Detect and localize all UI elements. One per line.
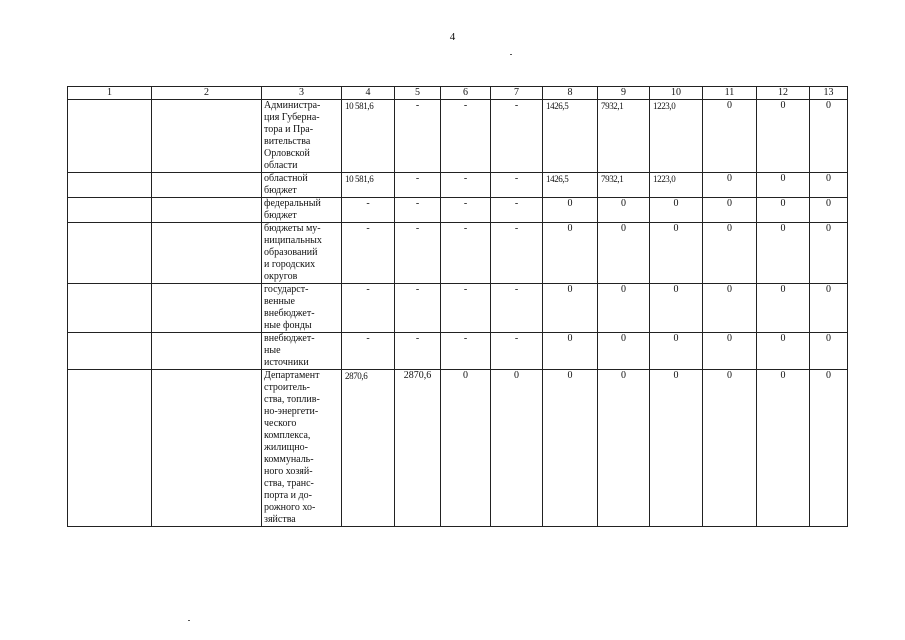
row-label-line: Орловской: [264, 148, 310, 159]
value-cell: 0: [441, 370, 491, 527]
empty-cell: [68, 100, 152, 173]
header-cell: 5: [395, 87, 441, 100]
row-label-line: вительства: [264, 136, 311, 147]
value-cell: -: [342, 284, 395, 333]
value-cell: 0: [598, 223, 650, 284]
row-label-line: венные: [264, 296, 295, 307]
value-cell: -: [441, 100, 491, 173]
row-label-line: внебюджет-: [264, 308, 315, 319]
value-cell: -: [395, 173, 441, 198]
row-label-line: ные: [264, 345, 281, 356]
row-label-line: строитель-: [264, 382, 310, 393]
row-label-line: бюджеты му-: [264, 223, 321, 234]
value-cell: 0: [810, 100, 848, 173]
page-number: 4: [449, 31, 456, 43]
header-cell: 11: [703, 87, 757, 100]
row-label-line: порта и до-: [264, 490, 312, 501]
value-cell: -: [441, 198, 491, 223]
empty-cell: [152, 223, 262, 284]
empty-cell: [152, 284, 262, 333]
value-cell: 0: [757, 223, 810, 284]
value-cell: 0: [703, 333, 757, 370]
table-row: [68, 198, 848, 223]
value-cell: 0: [703, 100, 757, 173]
value-cell: -: [491, 173, 543, 198]
value-cell: -: [441, 284, 491, 333]
value-cell: 0: [598, 370, 650, 527]
value-cell: -: [441, 333, 491, 370]
value-cell: 0: [650, 198, 703, 223]
budget-table: [67, 86, 848, 527]
row-label-line: ческого: [264, 418, 297, 429]
value-cell: 0: [757, 173, 810, 198]
header-cell: 4: [342, 87, 395, 100]
header-cell: 12: [757, 87, 810, 100]
header-cell: 7: [491, 87, 543, 100]
row-label-line: жилищно-: [264, 442, 308, 453]
empty-cell: [68, 173, 152, 198]
value-cell: 0: [598, 284, 650, 333]
value-cell: -: [491, 333, 543, 370]
table-row: [68, 100, 848, 173]
value-cell: 7932,1: [598, 100, 650, 173]
value-cell: -: [395, 284, 441, 333]
value-cell: -: [491, 284, 543, 333]
header-row: [68, 87, 848, 100]
value-cell: 0: [543, 370, 598, 527]
row-label-line: федеральный: [264, 198, 321, 209]
row-label-line: но-энергети-: [264, 406, 319, 417]
value-cell: -: [491, 223, 543, 284]
value-cell: -: [491, 198, 543, 223]
value-cell: 0: [491, 370, 543, 527]
empty-cell: [152, 173, 262, 198]
row-label-line: ные фонды: [264, 320, 312, 331]
empty-cell: [68, 333, 152, 370]
value-cell: 0: [543, 333, 598, 370]
value-cell: -: [395, 333, 441, 370]
row-label: [262, 223, 342, 284]
row-label: [262, 333, 342, 370]
value-cell: 2870,6: [342, 370, 395, 527]
value-cell: 0: [543, 284, 598, 333]
row-label-line: ниципальных: [264, 235, 322, 246]
value-cell: 1426,5: [543, 173, 598, 198]
empty-cell: [68, 223, 152, 284]
value-cell: 0: [810, 284, 848, 333]
row-label-line: государст-: [264, 284, 309, 295]
value-cell: 0: [810, 173, 848, 198]
value-cell: 1426,5: [543, 100, 598, 173]
row-label-line: комплекса,: [264, 430, 311, 441]
row-label-line: области: [264, 160, 298, 171]
value-cell: 0: [757, 284, 810, 333]
row-label-line: ция Губерна-: [264, 112, 320, 123]
row-label-line: тора и Пра-: [264, 124, 314, 135]
value-cell: 0: [703, 173, 757, 198]
value-cell: 2870,6: [395, 370, 441, 527]
value-cell: 0: [598, 333, 650, 370]
value-cell: 0: [757, 370, 810, 527]
row-label: [262, 100, 342, 173]
value-cell: 0: [810, 198, 848, 223]
value-cell: 0: [598, 198, 650, 223]
row-label-line: и городских: [264, 259, 316, 270]
row-label: [262, 173, 342, 198]
empty-cell: [152, 333, 262, 370]
table-row: [68, 370, 848, 527]
row-label-line: ного хозяй-: [264, 466, 313, 477]
row-label-line: ства, транс-: [264, 478, 314, 489]
empty-cell: [152, 100, 262, 173]
value-cell: 7932,1: [598, 173, 650, 198]
value-cell: -: [491, 100, 543, 173]
row-label-line: коммуналь-: [264, 454, 314, 465]
scan-speck: [188, 620, 190, 621]
row-label-line: Администра-: [264, 100, 321, 111]
header-cell: 1: [68, 87, 152, 100]
value-cell: -: [395, 223, 441, 284]
value-cell: 0: [810, 370, 848, 527]
value-cell: 0: [810, 223, 848, 284]
header-cell: 3: [262, 87, 342, 100]
value-cell: 0: [757, 100, 810, 173]
value-cell: 0: [650, 223, 703, 284]
value-cell: 10 581,6: [342, 100, 395, 173]
row-label-line: зяйства: [264, 514, 296, 525]
row-label-line: областной: [264, 173, 308, 184]
header-cell: 2: [152, 87, 262, 100]
header-cell: 13: [810, 87, 848, 100]
value-cell: 0: [543, 223, 598, 284]
row-label-line: ства, топлив-: [264, 394, 320, 405]
header-cell: 8: [543, 87, 598, 100]
row-label-line: источники: [264, 357, 309, 368]
value-cell: 0: [650, 284, 703, 333]
value-cell: 10 581,6: [342, 173, 395, 198]
value-cell: 0: [543, 198, 598, 223]
header-cell: 9: [598, 87, 650, 100]
empty-cell: [68, 370, 152, 527]
value-cell: 0: [650, 370, 703, 527]
value-cell: 0: [703, 223, 757, 284]
row-label-line: округов: [264, 271, 298, 282]
table-row: [68, 223, 848, 284]
header-cell: 10: [650, 87, 703, 100]
value-cell: -: [441, 173, 491, 198]
value-cell: 0: [757, 333, 810, 370]
scan-speck: [510, 54, 512, 55]
value-cell: -: [395, 198, 441, 223]
empty-cell: [68, 284, 152, 333]
value-cell: -: [395, 100, 441, 173]
header-cell: 6: [441, 87, 491, 100]
empty-cell: [152, 370, 262, 527]
row-label-line: бюджет: [264, 185, 297, 196]
empty-cell: [68, 198, 152, 223]
row-label-line: бюджет: [264, 210, 297, 221]
row-label-line: образований: [264, 247, 318, 258]
value-cell: 0: [703, 284, 757, 333]
value-cell: -: [441, 223, 491, 284]
row-label: [262, 284, 342, 333]
value-cell: 0: [650, 333, 703, 370]
table-row: [68, 333, 848, 370]
value-cell: -: [342, 333, 395, 370]
row-label-line: внебюджет-: [264, 333, 315, 344]
value-cell: 0: [757, 198, 810, 223]
value-cell: 1223,0: [650, 100, 703, 173]
value-cell: -: [342, 223, 395, 284]
value-cell: -: [342, 198, 395, 223]
empty-cell: [152, 198, 262, 223]
row-label: [262, 370, 342, 527]
value-cell: 1223,0: [650, 173, 703, 198]
row-label: [262, 198, 342, 223]
row-label-line: рожного хо-: [264, 502, 316, 513]
table-row: [68, 284, 848, 333]
row-label-line: Департамент: [264, 370, 320, 381]
value-cell: 0: [703, 370, 757, 527]
value-cell: 0: [703, 198, 757, 223]
value-cell: 0: [810, 333, 848, 370]
table-row: [68, 173, 848, 198]
